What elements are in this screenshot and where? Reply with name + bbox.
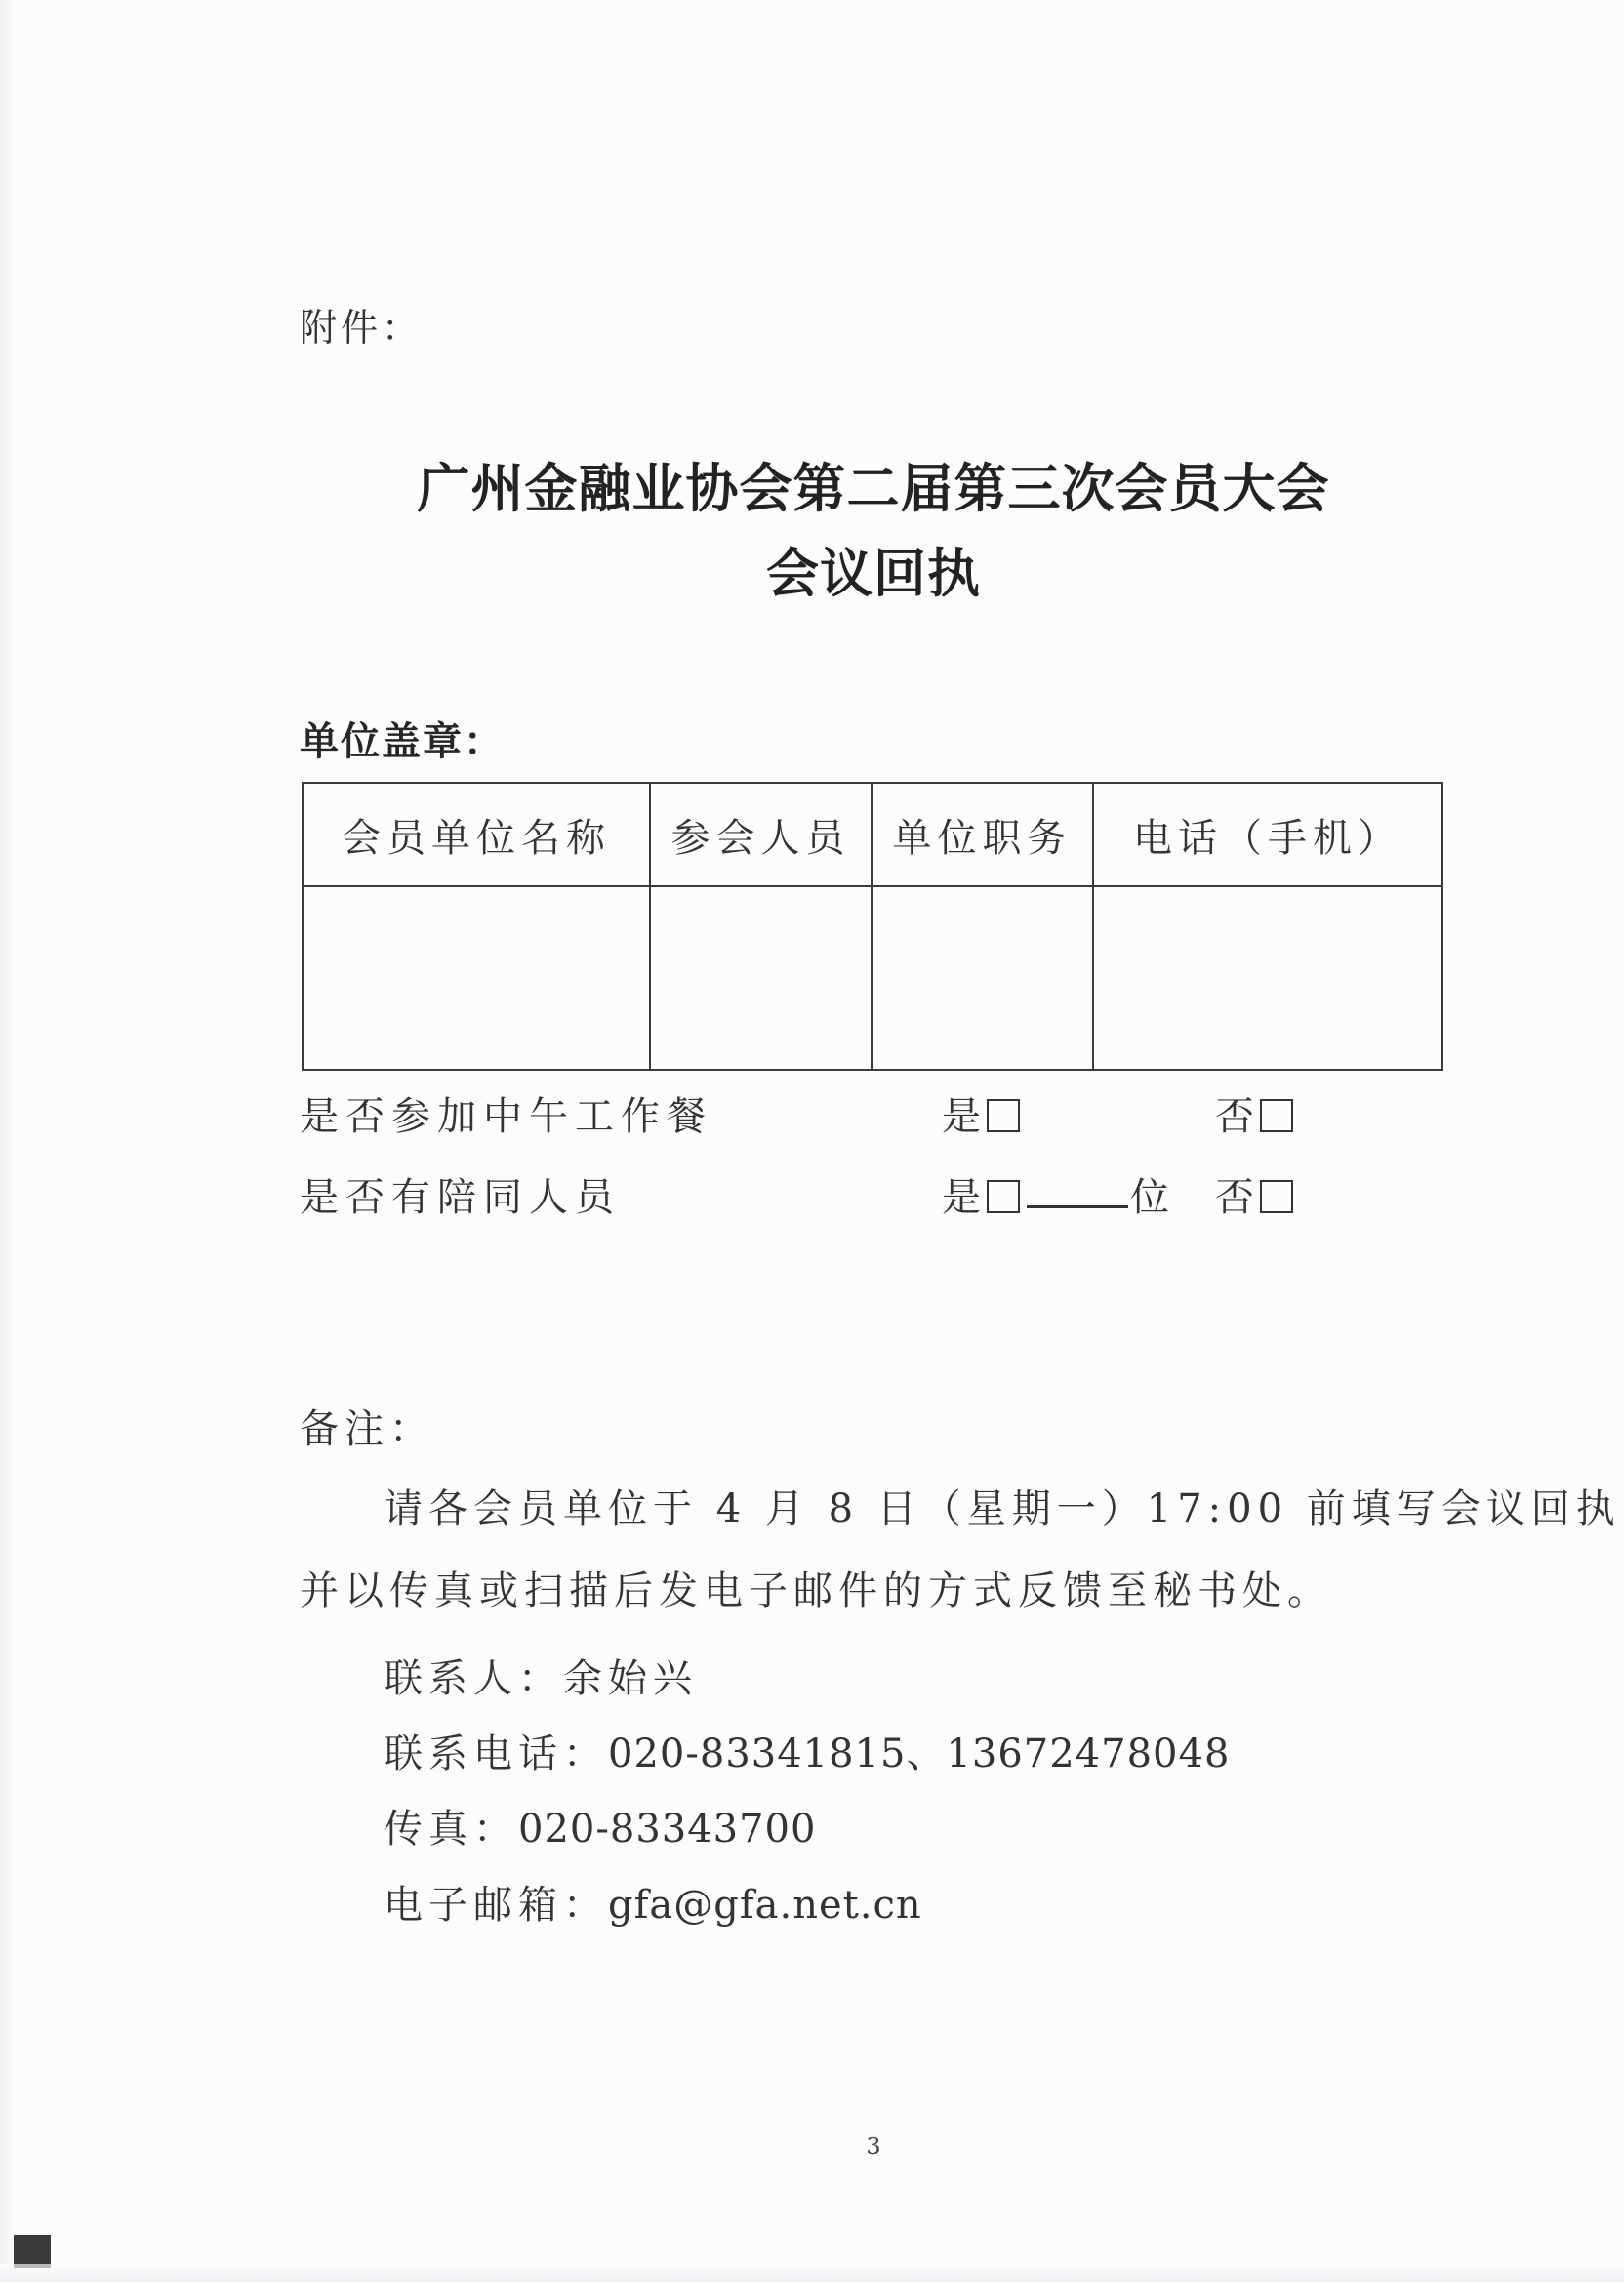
cell-member-unit[interactable] [303,886,650,1070]
contact-fax-value: 020-83343700 [518,1807,817,1852]
header-phone: 电话（手机） [1093,783,1442,886]
scan-bottom-edge [0,2264,1624,2282]
contact-person [384,1648,698,1703]
document-title-line1: 广州金融业协会第二届第三次会员大会 [417,457,1330,519]
table-header-row [303,783,1442,886]
lunch-yes-label: 是 [942,1094,983,1139]
companion-count-blank[interactable] [1027,1166,1128,1208]
companion-no-checkbox[interactable] [1260,1180,1293,1213]
companion-no-label: 否 [1215,1175,1256,1220]
stamp-label: 单位盖章： [300,718,505,764]
companion-unit-label: 位 [1130,1175,1171,1220]
attachment-label: 附件： [300,306,424,349]
header-attendee: 参会人员 [650,783,872,886]
remarks-line1: 请各会员单位于 4 月 8 日（星期一）17:00 前填写会议回执 [384,1487,1621,1531]
remarks-line2: 并以传真或扫描后发电子邮件的方式反馈至秘书处。 [300,1569,1332,1613]
contact-person-name: 余始兴 [563,1656,698,1701]
contact-phone-label: 联系电话： [384,1732,608,1776]
lunch-no-option[interactable] [1215,1085,1293,1141]
companion-question: 是否有陪同人员 [300,1175,621,1220]
contact-phone-value: 020-83341815、13672478048 [608,1732,1231,1776]
companion-yes-checkbox[interactable] [987,1180,1020,1213]
contact-person-label: 联系人： [384,1656,563,1701]
contact-fax-label: 传真： [384,1807,518,1852]
companion-yes-label: 是 [942,1175,983,1220]
cell-attendee[interactable] [650,886,872,1070]
contact-email-label: 电子邮箱： [384,1883,608,1928]
companion-yes-option[interactable] [942,1166,1020,1222]
scan-mark-line [14,2264,51,2268]
lunch-no-label: 否 [1215,1094,1256,1139]
contact-email [384,1874,922,1930]
remarks-label: 备注： [300,1406,434,1451]
document-title-line2: 会议回执 [766,542,981,604]
table-row [303,886,1442,1070]
scan-mark [14,2235,51,2264]
header-member-unit: 会员单位名称 [303,783,650,886]
cell-phone[interactable] [1093,886,1442,1070]
lunch-yes-option[interactable] [942,1085,1020,1141]
lunch-no-checkbox[interactable] [1260,1099,1293,1132]
contact-fax [384,1798,816,1854]
page-number: 3 [866,2133,881,2160]
companion-no-option[interactable] [1215,1166,1293,1222]
lunch-question: 是否参加中午工作餐 [300,1094,712,1139]
scan-edge [0,0,14,2282]
reply-form-table [302,782,1443,1071]
header-position: 单位职务 [872,783,1093,886]
contact-phone [384,1723,1230,1778]
lunch-yes-checkbox[interactable] [987,1099,1020,1132]
cell-position[interactable] [872,886,1093,1070]
contact-email-value[interactable]: gfa@gfa.net.cn [608,1883,922,1928]
